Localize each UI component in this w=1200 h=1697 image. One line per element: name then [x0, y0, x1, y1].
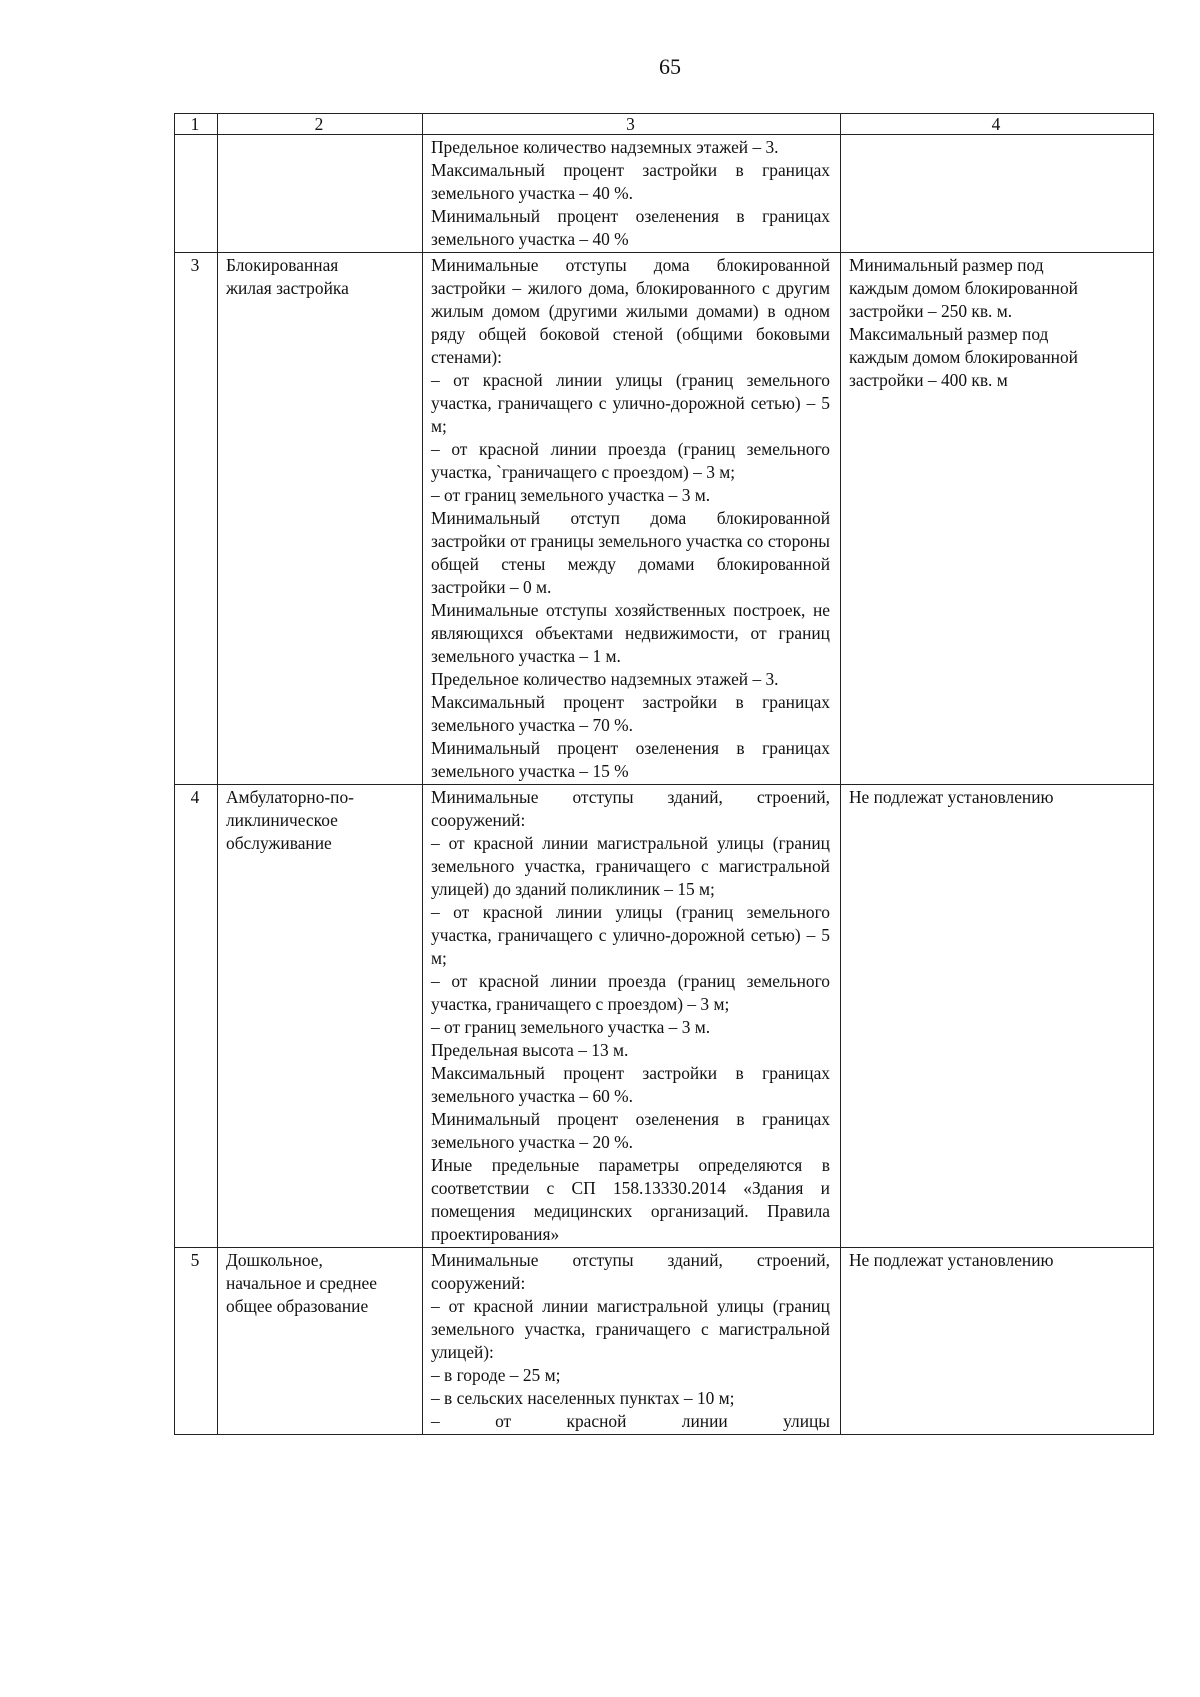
- plot-size-cell: Не подлежат установлению: [841, 1248, 1154, 1435]
- parameter-text: Предельное количество надземных этажей – 3.: [431, 669, 779, 689]
- use-type-name: [218, 135, 423, 253]
- table-row: [175, 253, 1154, 785]
- header-cell-3: 3: [423, 114, 841, 135]
- row-number: 3: [175, 253, 218, 785]
- parameters-cell: [423, 1248, 841, 1435]
- parameter-text: – от границ земельного участка – 3 м.: [431, 485, 711, 505]
- parameter-text: Предельное количество надземных этажей – 3.: [431, 137, 779, 157]
- header-cell-2: 2: [218, 114, 423, 135]
- parameter-text: – от красной линии проезда (границ земельного участка, граничащего с проездом) – 3 м;: [431, 971, 830, 1014]
- header-cell-4: 4: [841, 114, 1154, 135]
- regulations-table: [174, 113, 1154, 1435]
- parameter-text: – в сельских населенных пунктах – 10 м;: [431, 1388, 735, 1408]
- parameter-text: Минимальный отступ дома блокированной застройки от границы земельного участка со стороны общей стены между домами блокированной застройки – 0 м.: [431, 508, 830, 597]
- row-number: 4: [175, 785, 218, 1248]
- plot-size-cell: [841, 135, 1154, 253]
- use-type-name: Блокированная жилая застройка: [218, 253, 423, 785]
- parameter-text: – от красной линии магистральной улицы (границ земельного участка, граничащего с магистральной улицей):: [431, 1296, 830, 1362]
- parameter-text: Минимальные отступы хозяйственных построек, не являющихся объектами недвижимости, от границ земельного участка – 1 м.: [431, 600, 830, 666]
- parameter-text: Предельная высота – 13 м.: [431, 1040, 629, 1060]
- parameter-text: Минимальные отступы зданий, строений, сооружений:: [431, 787, 830, 830]
- parameter-text: – от красной линии проезда (границ земельного участка, `граничащего с проездом) – 3 м;: [431, 439, 830, 482]
- parameters-cell: [423, 135, 841, 253]
- row-number: [175, 135, 218, 253]
- parameter-text: – от красной линии улицы (границ земельного участка, граничащего с улично-дорожной сетью) – 5 м;: [431, 902, 830, 968]
- page-number: 65: [659, 54, 681, 79]
- plot-size-cell: Минимальный размер под каждым домом блокированной застройки – 250 кв. м. Максимальный размер под каждым домом блокированной застройки – 400 кв. м: [841, 253, 1154, 785]
- parameter-text: – от границ земельного участка – 3 м.: [431, 1017, 711, 1037]
- parameter-text: – от красной линии улицы: [431, 1411, 830, 1431]
- parameter-text: Иные предельные параметры определяются в соответствии с СП 158.13330.2014 «Здания и помещения медицинских организаций. Правила проектирования»: [431, 1155, 830, 1244]
- header-cell-1: 1: [175, 114, 218, 135]
- table-row: [175, 1248, 1154, 1435]
- parameter-text: Минимальные отступы дома блокированной застройки – жилого дома, блокированного с другим жилым домом (другими жилыми домами) в одном ряду общей боковой стеной (общими боковыми стенами):: [431, 255, 830, 367]
- parameter-text: Минимальный процент озеленения в границах земельного участка – 40 %: [431, 206, 830, 249]
- table-header-row: [175, 114, 1154, 135]
- parameter-text: Максимальный процент застройки в границах земельного участка – 60 %.: [431, 1063, 830, 1106]
- row-number: 5: [175, 1248, 218, 1435]
- parameter-text: Максимальный процент застройки в границах земельного участка – 40 %.: [431, 160, 830, 203]
- parameter-text: Минимальный процент озеленения в границах земельного участка – 15 %: [431, 738, 830, 781]
- use-type-name: Дошкольное, начальное и среднее общее образование: [218, 1248, 423, 1435]
- parameter-text: – от красной линии улицы (границ земельного участка, граничащего с улично-дорожной сетью) – 5 м;: [431, 370, 830, 436]
- parameters-cell: [423, 253, 841, 785]
- parameter-text: – от красной линии магистральной улицы (границ земельного участка, граничащего с магистральной улицей) до зданий поликлиник – 15 м;: [431, 833, 830, 899]
- use-type-name: Амбулаторно-по- ликлиническое обслуживание: [218, 785, 423, 1248]
- parameter-text: – в городе – 25 м;: [431, 1365, 561, 1385]
- table-row: [175, 785, 1154, 1248]
- parameters-cell: [423, 785, 841, 1248]
- parameter-text: Минимальный процент озеленения в границах земельного участка – 20 %.: [431, 1109, 830, 1152]
- parameter-text: Максимальный процент застройки в границах земельного участка – 70 %.: [431, 692, 830, 735]
- parameter-text: Минимальные отступы зданий, строений, сооружений:: [431, 1250, 830, 1293]
- table-row: [175, 135, 1154, 253]
- plot-size-cell: Не подлежат установлению: [841, 785, 1154, 1248]
